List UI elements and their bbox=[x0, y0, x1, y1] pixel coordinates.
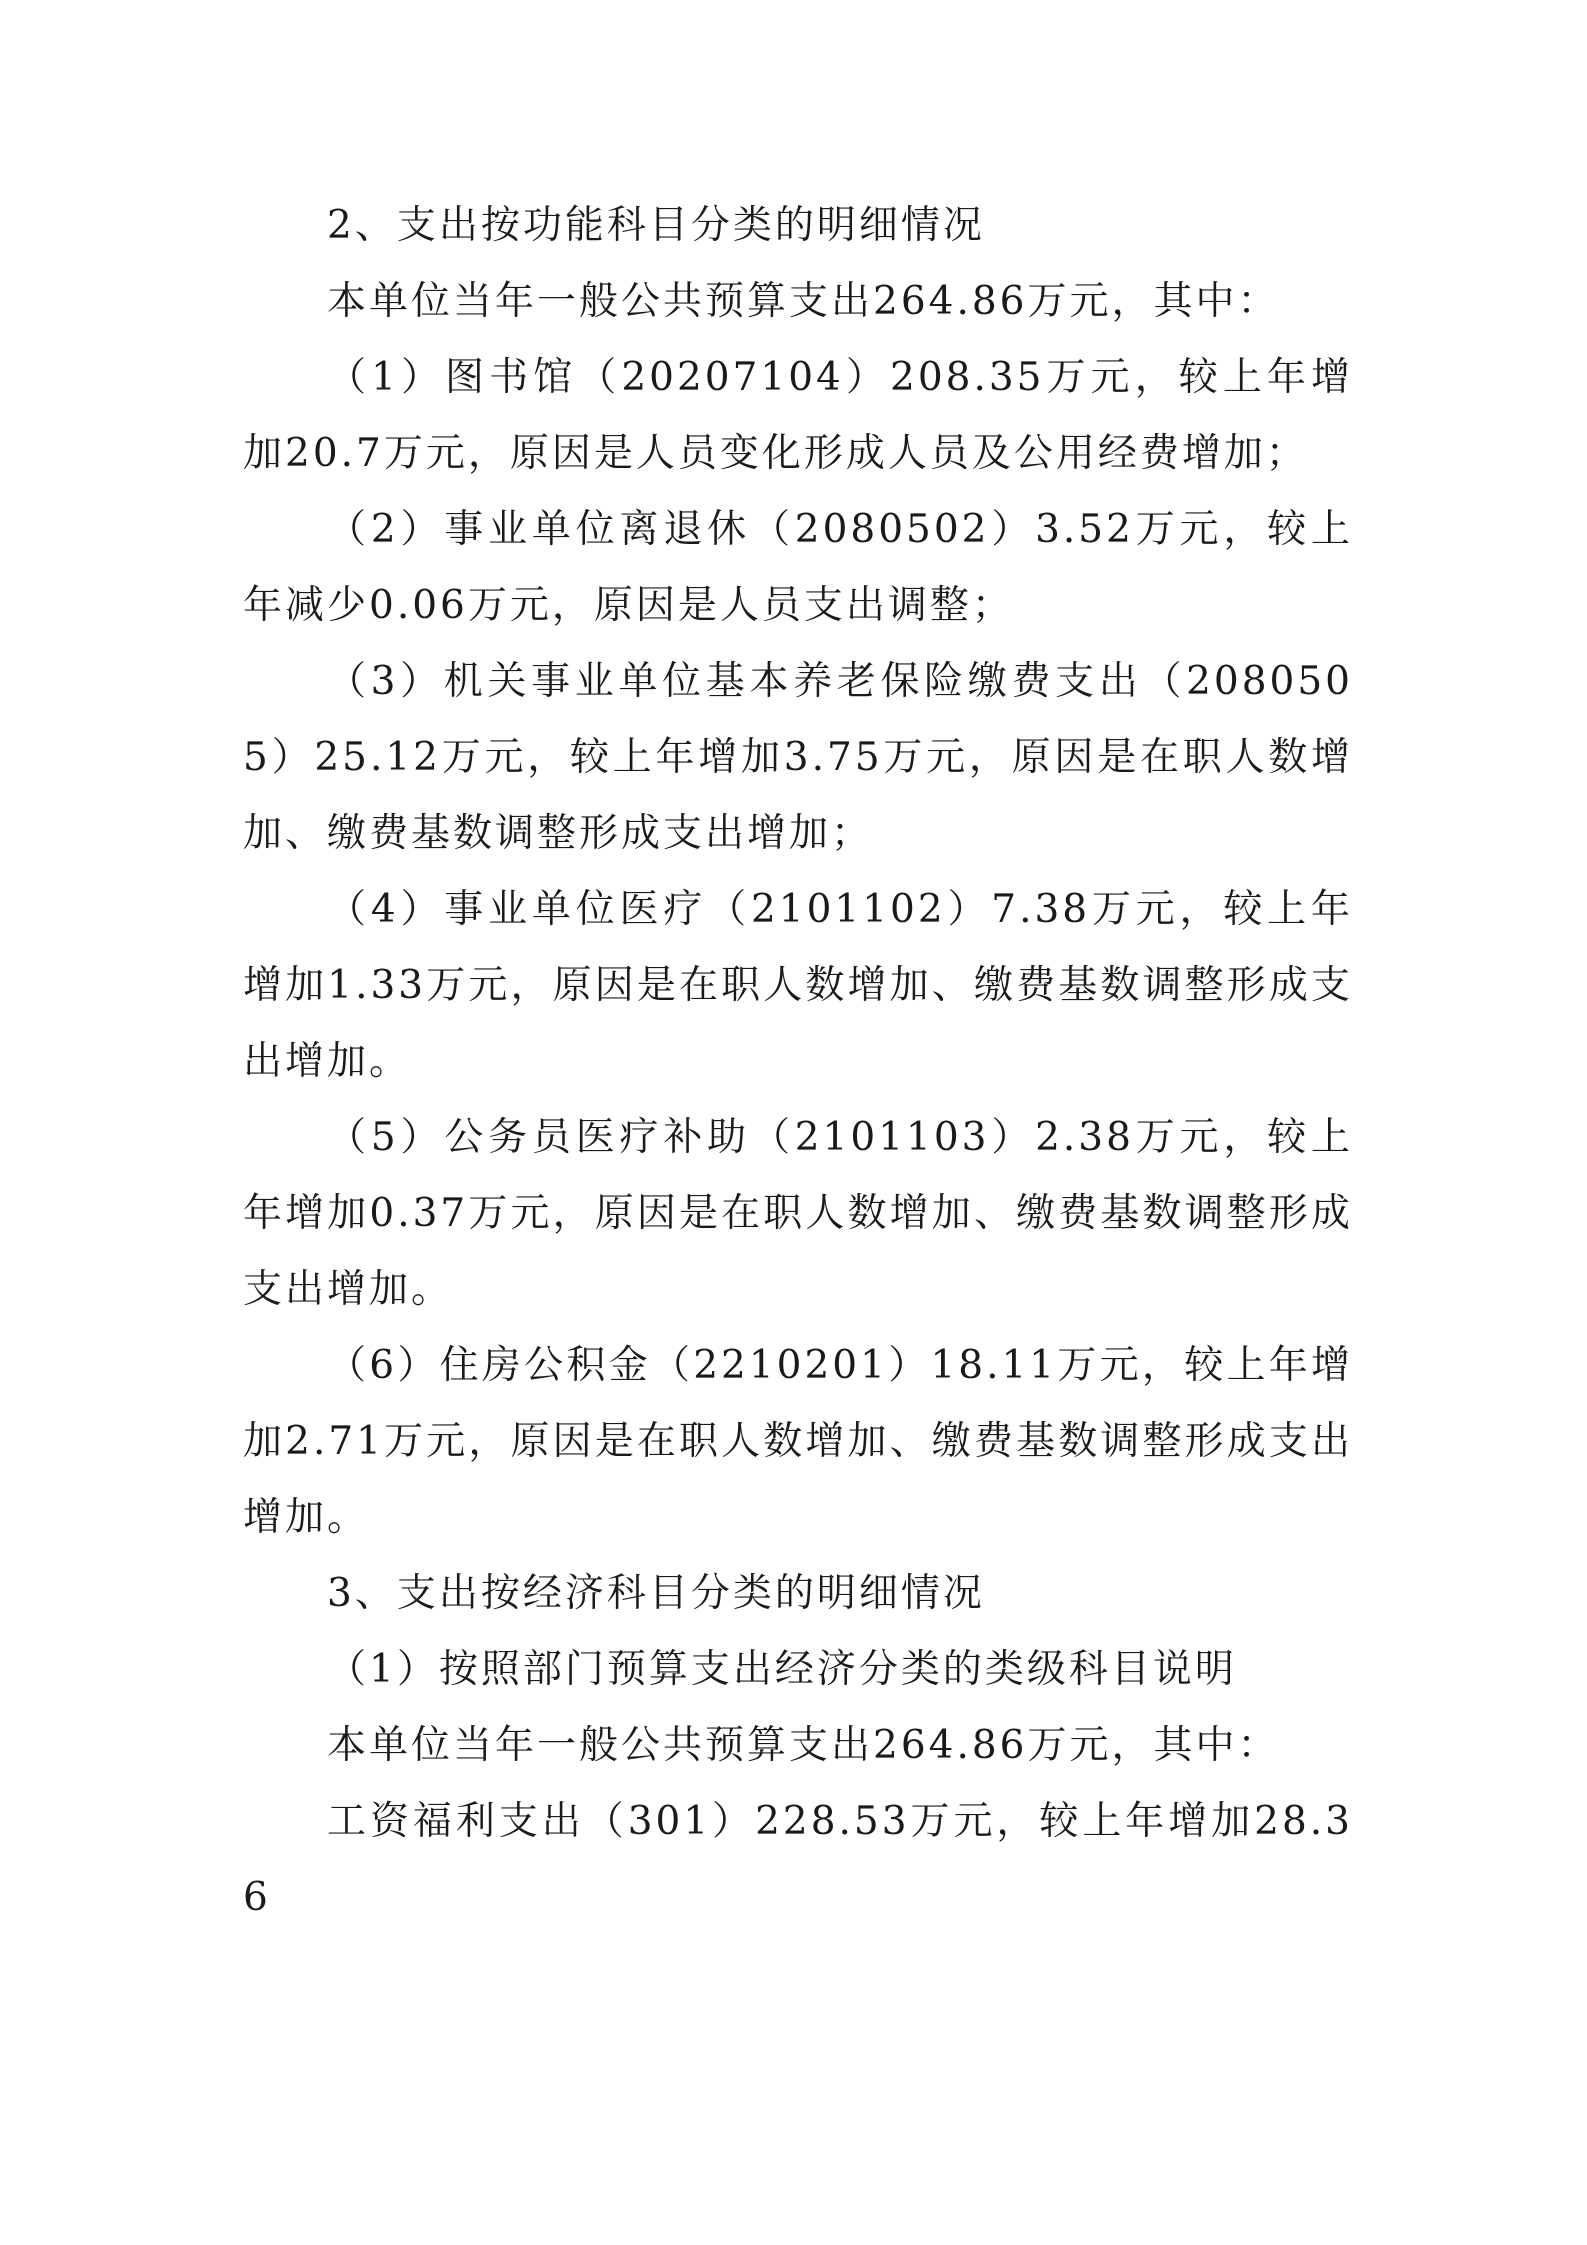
item-medical: （4）事业单位医疗（2101102）7.38万元，较上年增加1.33万元，原因是在职人数增加、缴费基数调整形成支出增加。 bbox=[243, 887, 1353, 1084]
summary-paragraph: 本单位当年一般公共预算支出264.86万元，其中： bbox=[327, 279, 1280, 324]
summary-paragraph-economic: 本单位当年一般公共预算支出264.86万元，其中： bbox=[327, 1723, 1280, 1768]
section-heading-economic: 3、支出按经济科目分类的明细情况 bbox=[327, 1571, 985, 1616]
item-wages-welfare: 工资福利支出（301）228.53万元，较上年增加28.36 bbox=[243, 1799, 1353, 1920]
subsection-heading: （1）按照部门预算支出经济分类的类级科目说明 bbox=[327, 1647, 1237, 1692]
item-retirement: （2）事业单位离退休（2080502）3.52万元，较上年减少0.06万元，原因是人员支出调整； bbox=[243, 507, 1353, 628]
item-library: （1）图书馆（20207104）208.35万元，较上年增加20.7万元，原因是人员变化形成人员及公用经费增加； bbox=[243, 355, 1353, 476]
section-heading-functional: 2、支出按功能科目分类的明细情况 bbox=[327, 203, 985, 248]
item-pension-insurance: （3）机关事业单位基本养老保险缴费支出（2080505）25.12万元，较上年增加3.75万元，原因是在职人数增加、缴费基数调整形成支出增加； bbox=[243, 659, 1353, 856]
item-housing-fund: （6）住房公积金（2210201）18.11万元，较上年增加2.71万元，原因是在职人数增加、缴费基数调整形成支出增加。 bbox=[243, 1343, 1353, 1540]
document-body bbox=[243, 188, 1353, 1936]
item-civil-servant-medical: （5）公务员医疗补助（2101103）2.38万元，较上年增加0.37万元，原因是在职人数增加、缴费基数调整形成支出增加。 bbox=[243, 1115, 1353, 1312]
